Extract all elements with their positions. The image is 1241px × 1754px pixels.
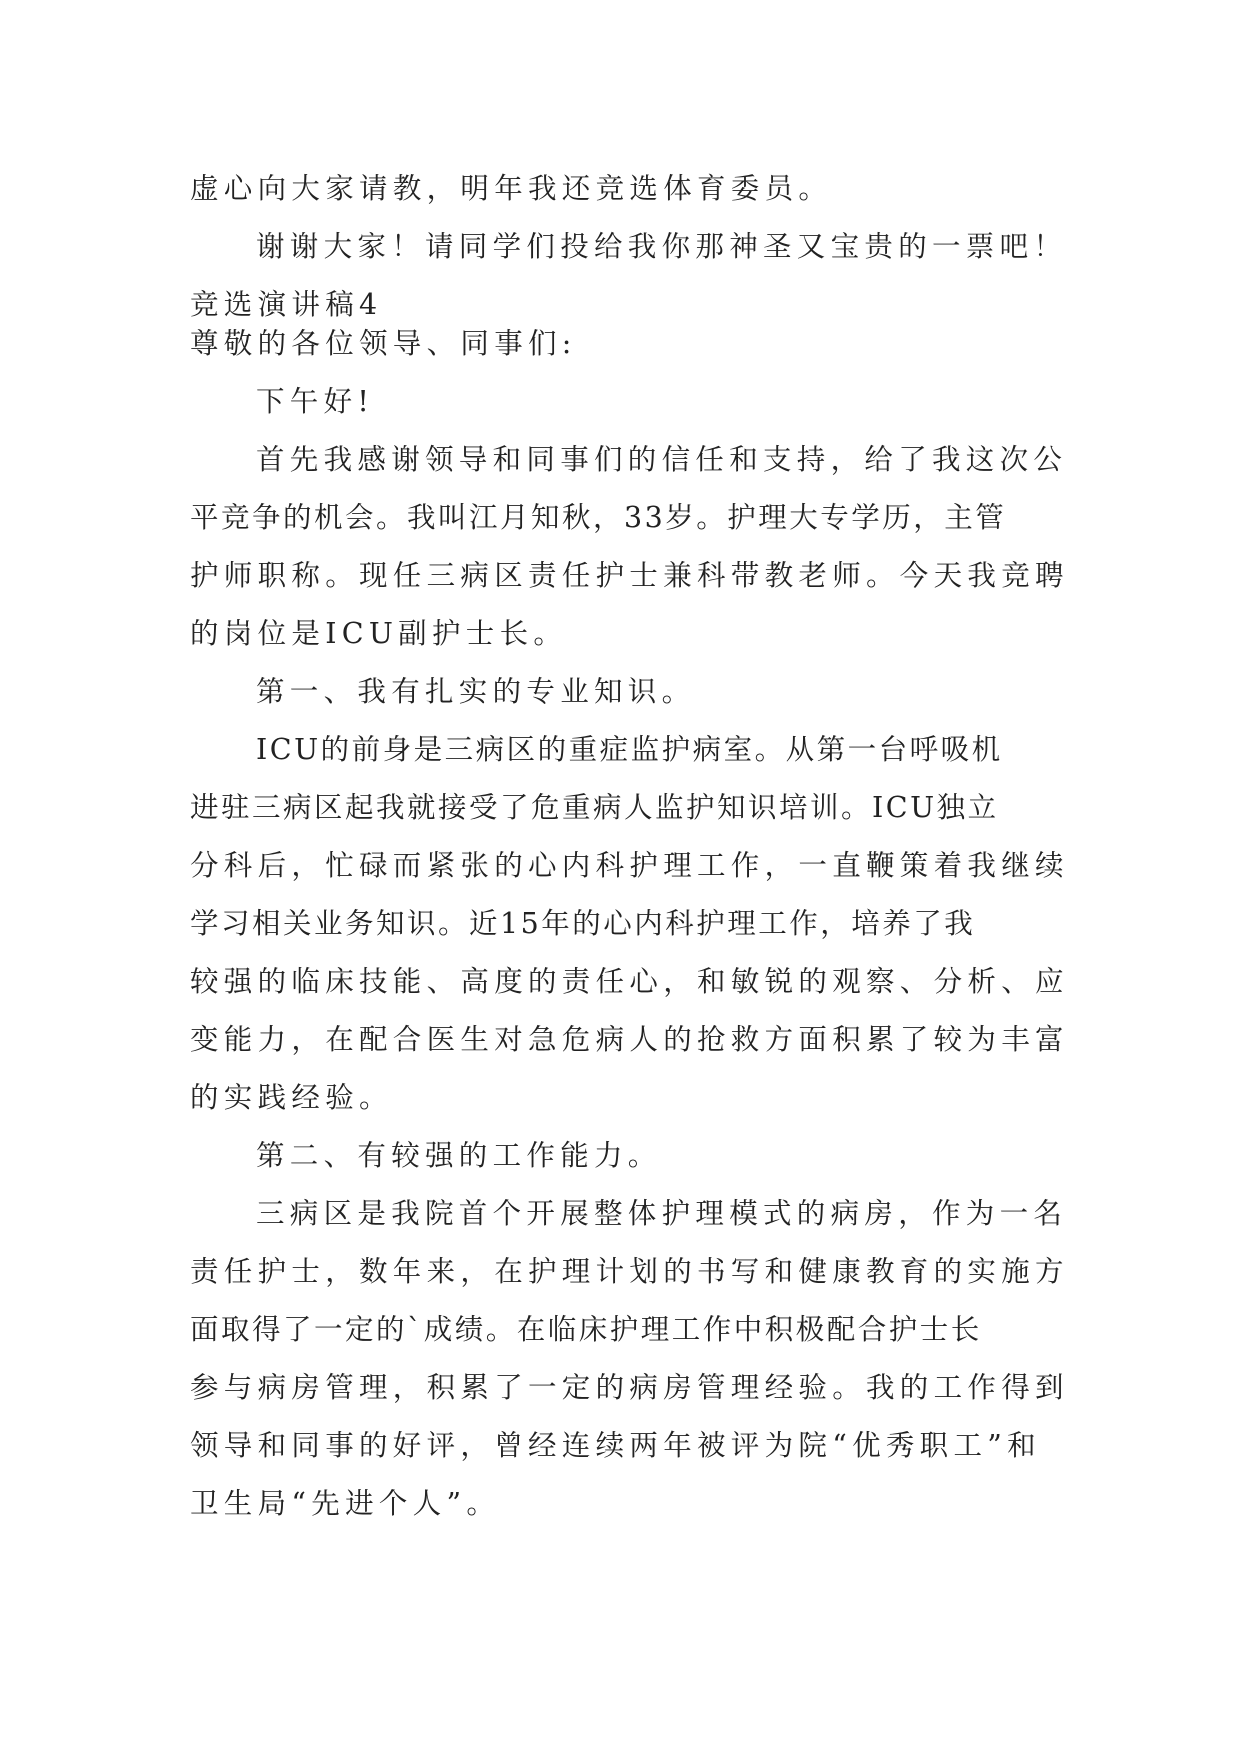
paragraph-line: 较强的临床技能、高度的责任心，和敏锐的观察、分析、应	[190, 965, 1069, 998]
paragraph-line: 变能力，在配合医生对急危病人的抢救方面积累了较为丰富	[190, 1023, 1069, 1056]
document-body	[190, 160, 1069, 1533]
greeting: 下午好!	[256, 385, 375, 418]
paragraph-line: 护师职称。现任三病区责任护士兼科带教老师。今天我竞聘	[190, 559, 1069, 592]
paragraph-line: 分科后，忙碌而紧张的心内科护理工作，一直鞭策着我继续	[190, 849, 1069, 882]
paragraph-line: 三病区是我院首个开展整体护理模式的病房，作为一名	[256, 1197, 1068, 1230]
section-heading: 竞选演讲稿4	[190, 288, 383, 321]
paragraph-line: 的实践经验。	[190, 1081, 393, 1114]
subheading: 第二、有较强的工作能力。	[256, 1139, 662, 1172]
paragraph-line: 面取得了一定的`成绩。在临床护理工作中积极配合护士长	[190, 1313, 982, 1346]
subheading: 第一、我有扎实的专业知识。	[256, 675, 696, 708]
salutation: 尊敬的各位领导、同事们:	[190, 327, 577, 360]
paragraph-line: 参与病房管理，积累了一定的病房管理经验。我的工作得到	[190, 1371, 1069, 1404]
paragraph-line: 责任护士，数年来，在护理计划的书写和健康教育的实施方	[190, 1255, 1069, 1288]
paragraph-line: 平竞争的机会。我叫江月知秋，33岁。护理大专学历，主管	[190, 501, 1007, 534]
paragraph-line: 的岗位是ICU副护士长。	[190, 617, 568, 650]
paragraph-line: 进驻三病区起我就接受了危重病人监护知识培训。ICU独立	[190, 791, 999, 824]
paragraph-line: 领导和同事的好评，曾经连续两年被评为院“优秀职工”和	[190, 1429, 1041, 1462]
paragraph-line: 首先我感谢领导和同事们的信任和支持，给了我这次公	[256, 443, 1068, 476]
paragraph-line: 学习相关业务知识。近15年的心内科护理工作，培养了我	[190, 907, 976, 940]
paragraph-line: 谢谢大家！请同学们投给我你那神圣又宝贵的一票吧！	[256, 230, 1068, 263]
paragraph-line: 虚心向大家请教，明年我还竞选体育委员。	[190, 172, 833, 205]
paragraph-line: 卫生局“先进个人”。	[190, 1487, 501, 1520]
paragraph-line: ICU的前身是三病区的重症监护病室。从第一台呼吸机	[256, 733, 1003, 766]
